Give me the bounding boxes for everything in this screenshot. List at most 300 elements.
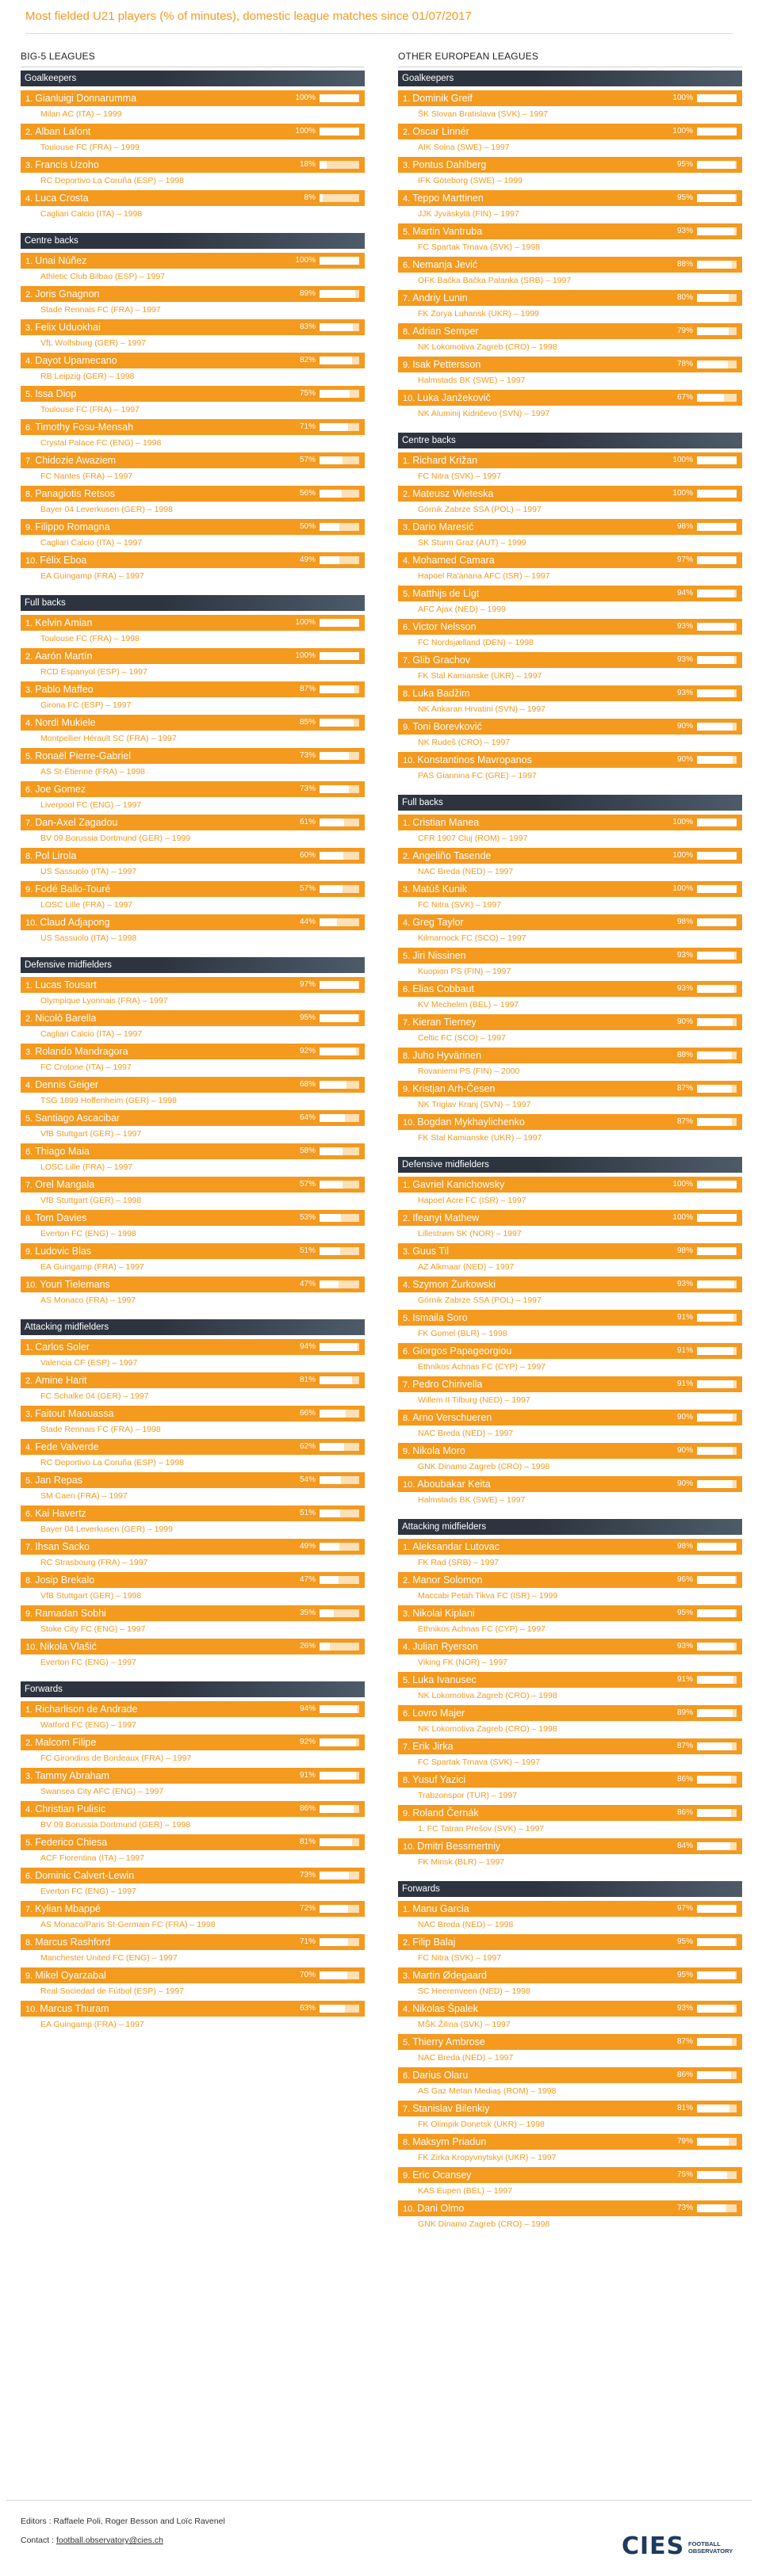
position-section [398, 795, 742, 1147]
player-name: Tammy Abraham [35, 1770, 109, 1781]
player-name: Joe Gomez [35, 784, 86, 795]
player-club-line: AFC Ajax (NED) – 1999 [418, 605, 506, 614]
player-club-line: JJK Jyväskylä (FIN) – 1997 [418, 209, 519, 219]
minutes-bar-fill [320, 619, 359, 627]
minutes-bar-fill [697, 2005, 734, 2013]
minutes-bar-track [320, 2005, 359, 2013]
player-name-line [403, 2034, 485, 2051]
player-name: Dayot Upamecano [35, 355, 117, 366]
player-club-line: FK Stal Kamianske (UKR) – 1997 [418, 1133, 542, 1143]
player-row [21, 353, 365, 386]
player-row [398, 2134, 742, 2167]
player-club-line: FC Schalke 04 (GER) – 1997 [40, 1391, 149, 1401]
player-rank: 2. [25, 1014, 33, 1024]
player-bar [21, 848, 365, 864]
player-name-line [25, 1801, 105, 1818]
player-name-line [25, 486, 115, 502]
minutes-percentage: 51% [299, 1246, 316, 1255]
minutes-bar-track [697, 2204, 737, 2212]
minutes-bar-track [320, 323, 359, 331]
player-rank: 9. [403, 1809, 411, 1818]
player-row [398, 290, 742, 323]
player-name-line [403, 1539, 500, 1555]
minutes-bar-fill [697, 1280, 734, 1288]
minutes-bar-fill [697, 128, 737, 135]
player-name: Ifeanyi Mathew [412, 1212, 480, 1223]
player-rank: 3. [403, 1247, 411, 1257]
player-bar [398, 2200, 742, 2216]
minutes-bar-track [320, 1376, 359, 1384]
player-club-line: Celtic FC (SCO) – 1997 [418, 1033, 506, 1043]
player-row [398, 1014, 742, 1048]
player-bar [21, 552, 365, 568]
player-name-line [25, 1572, 94, 1589]
minutes-bar-fill [320, 1343, 357, 1351]
minutes-bar-fill [697, 1447, 733, 1455]
minutes-percentage: 93% [676, 1280, 693, 1288]
player-bar [21, 157, 365, 173]
minutes-bar-track [697, 1709, 737, 1717]
player-row [398, 124, 742, 157]
player-bar [398, 2134, 742, 2150]
minutes-percentage: 100% [672, 818, 693, 826]
minutes-bar-fill [697, 294, 729, 302]
player-name: Jiri Nissinen [412, 950, 466, 961]
player-name-line [403, 2167, 472, 2184]
player-name-line [403, 1443, 465, 1460]
minutes-bar-track [697, 94, 737, 102]
player-name-line [25, 190, 89, 207]
player-name-line [403, 1048, 481, 1064]
minutes-bar-track [697, 985, 737, 993]
minutes-percentage: 57% [299, 1180, 316, 1189]
player-name: Rolando Mandragora [35, 1046, 128, 1057]
player-rank: 10. [403, 394, 415, 403]
minutes-percentage: 90% [676, 1446, 693, 1455]
player-rank: 1. [25, 1705, 33, 1715]
player-rank: 10. [403, 2204, 415, 2214]
player-rank: 2. [403, 852, 411, 861]
player-row [398, 1376, 742, 1410]
player-bar [398, 257, 742, 273]
minutes-bar-track [697, 490, 737, 498]
section-header: Goalkeepers [21, 71, 365, 86]
minutes-percentage: 49% [299, 1542, 316, 1551]
player-name: Filippo Romagna [35, 521, 110, 532]
player-name: Luca Crosta [35, 193, 89, 204]
player-name: Richard Križan [412, 455, 478, 466]
minutes-bar-fill [697, 885, 737, 893]
player-row [398, 157, 742, 190]
player-name: Nicolò Barella [35, 1013, 97, 1024]
player-name-line [403, 1772, 465, 1788]
minutes-bar-track [697, 852, 737, 860]
minutes-bar-track [697, 227, 737, 235]
player-bar [21, 1372, 365, 1388]
player-name: Marcus Rashford [35, 1937, 111, 1948]
minutes-percentage: 53% [299, 1213, 316, 1222]
minutes-percentage: 86% [676, 2070, 693, 2079]
player-name-line [25, 615, 92, 632]
minutes-bar-fill [320, 1214, 341, 1222]
minutes-bar-track [697, 1314, 737, 1322]
player-name: Jan Repas [35, 1475, 82, 1486]
player-row [21, 1339, 365, 1372]
footer-divider [6, 2500, 752, 2501]
player-name-line [25, 253, 87, 269]
minutes-percentage: 94% [299, 1704, 316, 1713]
player-name-line [403, 848, 491, 864]
player-name-line [25, 977, 97, 994]
minutes-bar-fill [697, 1018, 733, 1026]
player-name: Stanislav Bilenkiy [412, 2103, 490, 2114]
minutes-percentage: 90% [676, 722, 693, 731]
player-bar [398, 190, 742, 206]
minutes-bar-track [697, 1676, 737, 1684]
player-club-line: Ethnikos Achnas FC (CYP) – 1997 [418, 1624, 546, 1634]
player-bar [21, 1834, 365, 1850]
player-bar [21, 1210, 365, 1226]
player-row [398, 223, 742, 257]
minutes-percentage: 81% [676, 2104, 693, 2112]
minutes-bar-fill [697, 2105, 729, 2112]
player-bar [398, 1014, 742, 1030]
minutes-bar-fill [320, 719, 354, 727]
minutes-bar-track [320, 1410, 359, 1418]
minutes-percentage: 87% [299, 685, 316, 693]
minutes-bar-track [697, 261, 737, 269]
player-name: Josip Brekalo [35, 1574, 95, 1586]
player-row [398, 2034, 742, 2067]
player-club-line: FC Nantes (FRA) – 1997 [40, 471, 133, 481]
player-rank: 4. [403, 194, 411, 204]
player-row [21, 1768, 365, 1801]
minutes-bar-fill [697, 556, 736, 564]
player-name-line [25, 748, 131, 765]
player-bar [398, 390, 742, 406]
player-name: Manu Garcia [412, 1903, 469, 1914]
player-name-line [25, 1967, 106, 1984]
minutes-bar-track [697, 2071, 737, 2079]
player-row [21, 648, 365, 681]
player-rank: 1. [25, 1343, 33, 1353]
player-name-line [403, 552, 495, 569]
player-rank: 9. [25, 523, 33, 532]
player-club-line: SK Sturm Graz (AUT) – 1999 [418, 538, 526, 548]
player-bar [398, 1277, 742, 1292]
player-bar [21, 648, 365, 664]
player-club-line: FC Crotone (ITA) – 1997 [40, 1063, 132, 1072]
player-bar [398, 685, 742, 701]
player-name: Giorgos Papageorgiou [412, 1345, 512, 1357]
minutes-bar-fill [320, 1838, 352, 1846]
player-club-line: BV 09 Borussia Dortmund (GER) – 1999 [40, 834, 191, 843]
player-name-line [25, 1143, 90, 1160]
minutes-percentage: 89% [299, 289, 316, 298]
minutes-bar-track [697, 2138, 737, 2146]
player-rank: 4. [403, 918, 411, 928]
player-name-line [25, 90, 136, 107]
minutes-bar-fill [320, 128, 359, 135]
player-rank: 9. [25, 1971, 33, 1981]
player-name: Panagiotis Retsos [35, 488, 115, 499]
player-name: Pablo Maffeo [35, 684, 94, 695]
player-club-line: Watford FC (ENG) – 1997 [40, 1720, 136, 1730]
player-club-line: MŠK Žilina (SVK) – 1997 [418, 2020, 511, 2029]
minutes-bar-fill [697, 523, 736, 531]
player-name: Ihsan Sacko [35, 1541, 90, 1552]
player-club-line: Górnik Zabrze SSA (POL) – 1997 [418, 505, 542, 514]
minutes-bar-fill [320, 1181, 343, 1189]
player-row [398, 815, 742, 848]
player-name: Arno Verschueren [412, 1412, 492, 1423]
minutes-percentage: 100% [672, 127, 693, 135]
player-club-line: SC Heerenveen (NED) – 1998 [418, 1986, 530, 1996]
minutes-percentage: 92% [299, 1047, 316, 1055]
player-name-line [403, 1476, 491, 1493]
player-name: Pontus Dahlberg [412, 159, 487, 170]
page-title: Most fielded U21 players (% of minutes), domestic league matches since 01/07/2017 [25, 10, 472, 23]
player-club-line: NAC Breda (NED) – 1997 [418, 867, 514, 876]
minutes-percentage: 86% [299, 1804, 316, 1813]
player-bar [398, 157, 742, 173]
minutes-bar-fill [697, 952, 734, 960]
player-rank: 3. [25, 1048, 33, 1057]
player-club-line: ACF Fiorentina (ITA) – 1997 [40, 1853, 145, 1863]
minutes-bar-track [697, 1543, 737, 1551]
player-name: Nikola Moro [412, 1445, 465, 1456]
player-name: Faitout Maouassa [35, 1408, 114, 1419]
player-row [21, 615, 365, 648]
player-club-line: Milan AC (ITA) – 1999 [40, 109, 122, 119]
player-bar [398, 2001, 742, 2017]
minutes-bar-track [697, 1347, 737, 1355]
player-club-line: FC Spartak Trnava (SVK) – 1997 [418, 1757, 541, 1767]
player-club-line: FC Spartak Trnava (SVK) – 1998 [418, 242, 541, 252]
minutes-bar-fill [697, 623, 734, 631]
player-bar [398, 752, 742, 768]
minutes-bar-track [697, 194, 737, 202]
minutes-percentage: 82% [299, 356, 316, 364]
player-club-line: Trabzonspor (TUR) – 1997 [418, 1791, 518, 1800]
player-name: Nordi Mukiele [35, 717, 96, 728]
minutes-percentage: 67% [676, 393, 693, 402]
player-name: Nemanja Jević [412, 259, 478, 270]
contact-email-link[interactable]: football.observatory@cies.ch [56, 2536, 163, 2545]
player-name: Dominic Calvert-Lewin [35, 1870, 135, 1881]
player-rank: 10. [403, 1118, 415, 1128]
player-bar [21, 1143, 365, 1159]
player-club-line: Everton FC (ENG) – 1997 [40, 1887, 136, 1896]
minutes-bar-fill [320, 1114, 345, 1122]
player-bar [21, 1506, 365, 1521]
minutes-percentage: 26% [299, 1642, 316, 1651]
minutes-bar-fill [320, 1738, 356, 1746]
player-name-line [25, 1210, 86, 1227]
player-club-line: Montpellier Hérault SC (FRA) – 1997 [40, 734, 177, 743]
minutes-bar-fill [697, 1480, 733, 1488]
player-rank: 7. [25, 819, 33, 828]
player-club-line: Hapoel Acre FC (ISR) – 1997 [418, 1196, 526, 1205]
player-name: Claud Adjapong [40, 917, 110, 928]
player-name: Aarón Martín [35, 651, 93, 662]
player-bar [398, 223, 742, 239]
minutes-percentage: 61% [299, 818, 316, 826]
player-name: Chidozie Awaziem [35, 455, 117, 466]
player-rank: 10. [25, 1643, 38, 1652]
minutes-bar-fill [697, 918, 736, 926]
player-bar [398, 486, 742, 502]
player-rank: 6. [25, 1147, 33, 1157]
player-rank: 1. [25, 257, 33, 266]
minutes-bar-track [697, 1842, 737, 1850]
player-rank: 8. [403, 1051, 411, 1061]
player-rank: 3. [403, 1609, 411, 1619]
minutes-bar-fill [697, 1051, 732, 1059]
minutes-bar-fill [320, 1905, 348, 1913]
player-bar [21, 781, 365, 797]
player-row [21, 1372, 365, 1406]
editors-credit: Editors : Raffaele Poli, Roger Besson and Loïc Ravenel [21, 2517, 225, 2526]
minutes-percentage: 87% [676, 2037, 693, 2046]
player-name-line [403, 90, 473, 107]
player-bar [21, 253, 365, 269]
minutes-percentage: 100% [295, 93, 316, 102]
player-name-line [25, 1934, 110, 1951]
player-club-line: IFK Göteborg (SWE) – 1999 [418, 176, 523, 185]
player-name: Darius Olaru [412, 2070, 469, 2081]
player-club-line: KV Mechelen (BEL) – 1997 [418, 1000, 519, 1009]
minutes-percentage: 72% [299, 1904, 316, 1913]
section-header: Forwards [398, 1881, 742, 1897]
player-rank: 1. [25, 981, 33, 990]
player-row [398, 1310, 742, 1343]
player-rank: 4. [403, 1643, 411, 1652]
player-rank: 8. [25, 490, 33, 499]
player-name: Andriy Lunin [412, 292, 468, 303]
minutes-bar-track [697, 2105, 737, 2112]
player-bar [398, 1177, 742, 1193]
player-club-line: AS Gaz Metan Mediaş (ROM) – 1998 [418, 2086, 557, 2096]
player-bar [398, 719, 742, 735]
minutes-percentage: 90% [676, 755, 693, 764]
player-bar [398, 1934, 742, 1950]
minutes-bar-fill [320, 885, 343, 893]
minutes-percentage: 95% [299, 1013, 316, 1022]
player-name-line [25, 1868, 134, 1884]
player-bar [398, 1048, 742, 1063]
player-name: Kai Havertz [35, 1508, 86, 1519]
minutes-percentage: 87% [676, 1117, 693, 1126]
contact-label: Contact : [21, 2536, 56, 2545]
minutes-percentage: 97% [299, 980, 316, 989]
position-section [398, 71, 742, 423]
player-name-line [25, 1768, 109, 1784]
player-row [21, 253, 365, 286]
player-bar [398, 552, 742, 568]
player-bar [398, 1210, 742, 1226]
player-rank: 10. [25, 556, 38, 566]
minutes-percentage: 63% [299, 2004, 316, 2013]
minutes-percentage: 100% [672, 1180, 693, 1189]
minutes-percentage: 35% [299, 1609, 316, 1617]
player-row [398, 1243, 742, 1277]
column-title: OTHER EUROPEAN LEAGUES [398, 51, 539, 62]
minutes-percentage: 100% [295, 127, 316, 135]
player-bar [398, 124, 742, 139]
minutes-bar-track [697, 1576, 737, 1584]
player-bar [398, 948, 742, 964]
minutes-bar-fill [697, 194, 735, 202]
player-row [398, 323, 742, 357]
player-row [21, 1605, 365, 1639]
player-row [398, 357, 742, 390]
minutes-bar-track [697, 1609, 737, 1617]
section-header: Attacking midfielders [398, 1519, 742, 1535]
minutes-bar-fill [320, 1081, 346, 1089]
player-name: Mikel Oyarzabal [35, 1970, 106, 1981]
minutes-bar-track [697, 1280, 737, 1288]
minutes-bar-track [320, 161, 359, 169]
minutes-percentage: 68% [299, 1080, 316, 1089]
player-row [398, 586, 742, 619]
minutes-bar-fill [320, 1014, 358, 1022]
player-bar [398, 914, 742, 930]
player-bar [21, 90, 365, 106]
minutes-bar-fill [320, 918, 337, 926]
player-name-line [403, 1705, 465, 1722]
player-row [21, 1572, 365, 1605]
player-row [21, 1010, 365, 1044]
player-name-line [25, 1539, 90, 1555]
player-rank: 7. [25, 1905, 33, 1914]
player-club-line: Valencia CF (ESP) – 1997 [40, 1358, 138, 1368]
player-row [21, 1834, 365, 1868]
minutes-bar-track [697, 294, 737, 302]
minutes-bar-fill [697, 327, 729, 335]
player-rank: 9. [25, 1247, 33, 1257]
player-name-line [403, 257, 477, 273]
player-club-line: Girona FC (ESP) – 1997 [40, 700, 132, 710]
minutes-bar-track [697, 1938, 737, 1946]
minutes-percentage: 73% [299, 751, 316, 760]
minutes-bar-fill [697, 2171, 727, 2179]
player-bar [398, 881, 742, 897]
player-club-line: FC Girondins de Bordeaux (FRA) – 1997 [40, 1754, 192, 1763]
player-bar [21, 1077, 365, 1093]
player-club-line: RCD Espanyol (ESP) – 1997 [40, 667, 147, 677]
player-rank: 6. [25, 1872, 33, 1881]
minutes-bar-track [697, 1414, 737, 1422]
minutes-bar-track [697, 952, 737, 960]
player-row [21, 1801, 365, 1834]
minutes-bar-fill [697, 2204, 726, 2212]
player-row [398, 685, 742, 719]
player-rank: 3. [25, 161, 33, 170]
player-club-line: VfL Wolfsburg (GER) – 1997 [40, 338, 147, 348]
minutes-bar-fill [320, 981, 358, 989]
contact-line [21, 2536, 163, 2545]
player-club-line: Everton FC (ENG) – 1997 [40, 1658, 136, 1667]
minutes-percentage: 90% [676, 1413, 693, 1422]
player-bar [21, 1572, 365, 1588]
player-bar [21, 190, 365, 206]
player-name-line [25, 781, 86, 798]
minutes-percentage: 94% [676, 589, 693, 597]
player-row [21, 1110, 365, 1143]
player-rank: 4. [25, 1081, 33, 1090]
player-rank: 4. [25, 194, 33, 204]
